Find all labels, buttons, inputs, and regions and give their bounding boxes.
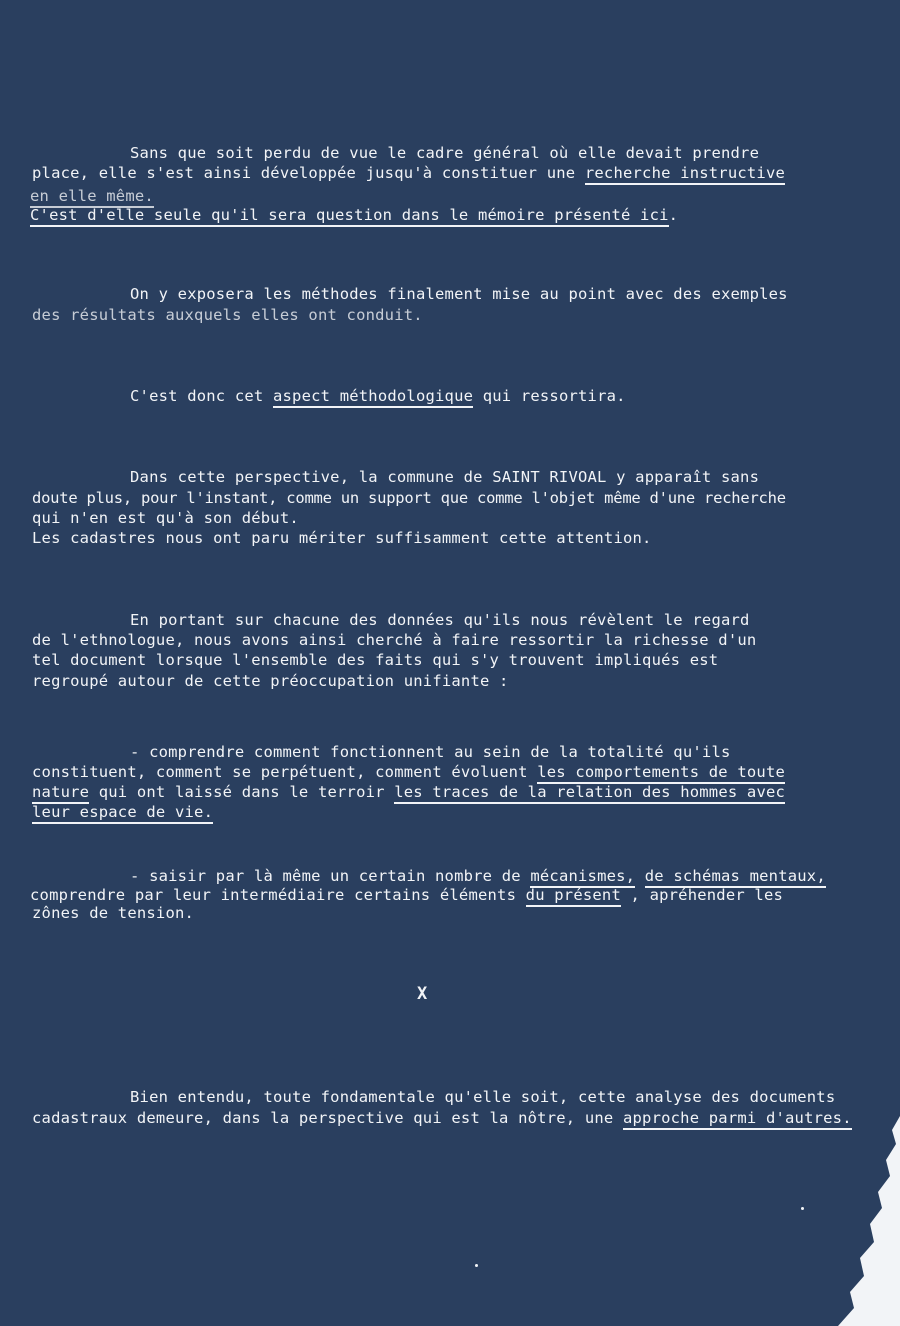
text-line [130,386,626,406]
text-line [30,205,678,225]
text-segment: C'est donc cet [130,387,273,405]
text-line [130,866,826,886]
text-line [32,762,785,782]
text-segment: constituent, comment se perpétuent, comment évoluent [32,763,538,781]
text-segment: qui ressortira. [473,387,626,405]
text-line: qui n'en est qu'à son début. [32,509,299,527]
underlined-text: du présent [526,886,621,907]
underlined-text: de schémas mentaux, [645,867,826,888]
text-line: Dans cette perspective, la commune de SAINT RIVOAL y apparaît sans [130,468,760,486]
text-line [32,782,785,802]
text-line [32,802,213,822]
text-line: - comprendre comment fonctionnent au sein de la totalité qu'ils [130,743,731,761]
text-line: zônes de tension. [32,904,195,922]
text-line: des résultats auxquels elles ont conduit. [32,306,423,324]
text-segment: , apréhender les [620,886,784,904]
text-segment: place, elle s'est ainsi développée jusqu'à constituer une [32,164,585,182]
speck [801,1207,804,1210]
underlined-text: C'est d'elle seule qu'il sera question dans le mémoire présenté ici [30,206,669,227]
text-line: Les cadastres nous ont paru mériter suffisamment cette attention. [32,529,652,547]
text-line: regroupé autour de cette préoccupation unifiante : [32,672,509,690]
text-segment: cadastraux demeure, dans la perspective qui est la nôtre, une [32,1109,623,1127]
underlined-text: les comportements de toute [537,763,785,784]
text-line [32,1108,852,1128]
underlined-text: nature [32,783,89,804]
text-line [30,885,783,905]
underlined-text: aspect méthodologique [273,387,473,408]
text-line: Bien entendu, toute fondamentale qu'elle soit, cette analyse des documents [130,1088,836,1106]
text-segment: comprendre par leur intermédiaire certains éléments [30,886,526,904]
text-line: En portant sur chacune des données qu'ils nous révèlent le regard [130,611,750,629]
text-segment: - saisir par là même un certain nombre de [130,867,531,885]
text-segment: qui ont laissé dans le terroir [89,783,395,801]
text-line [32,163,785,183]
text-segment: . [668,206,679,224]
text-line [30,186,154,206]
underlined-text: approche parmi d'autres. [623,1109,852,1130]
underlined-text: mécanismes, [530,867,635,888]
underlined-text: recherche instructive [585,164,785,185]
text-line: doute plus, pour l'instant, comme un support que comme l'objet même d'une recherche [32,489,786,507]
text-line: tel document lorsque l'ensemble des faits qui s'y trouvent impliqués est [32,651,719,669]
underlined-text: les traces de la relation des hommes avec [394,783,785,804]
underlined-text: en elle même. [30,187,154,208]
underlined-text: leur espace de vie. [32,803,213,824]
speck [475,1264,478,1267]
torn-page-corner [830,1116,900,1326]
text-line: Sans que soit perdu de vue le cadre général où elle devait prendre [130,144,760,162]
section-separator: X [417,984,428,1004]
text-line: On y exposera les méthodes finalement mise au point avec des exemples [130,285,788,303]
text-segment [635,867,645,885]
text-line: de l'ethnologue, nous avons ainsi cherché à faire ressortir la richesse d'un [32,631,757,649]
